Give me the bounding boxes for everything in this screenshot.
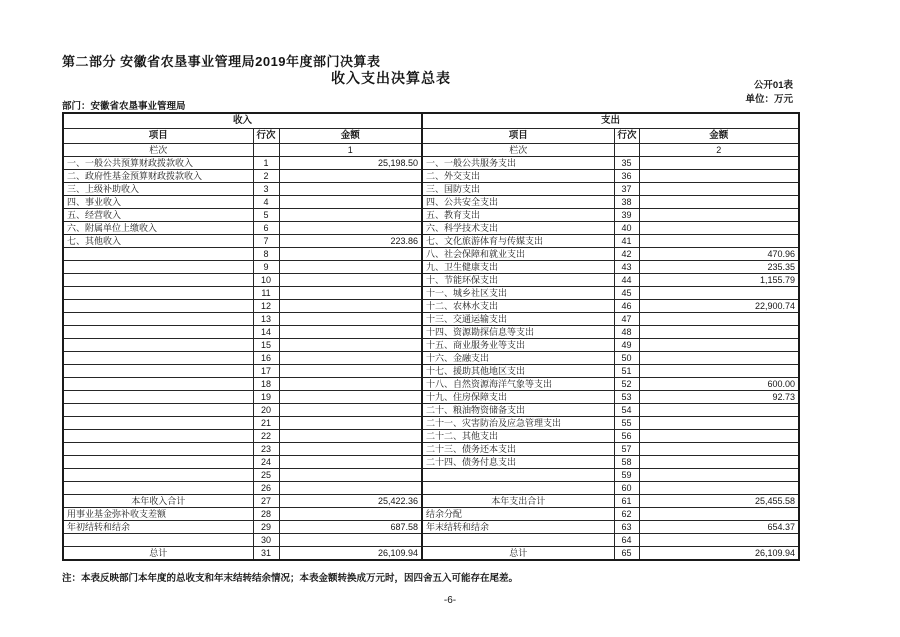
expense-rowno-cell: 52 — [614, 378, 639, 391]
expense-rowno-cell: 45 — [614, 287, 639, 300]
income-amount-cell — [279, 534, 422, 547]
table-row — [63, 157, 799, 170]
income-rowno-cell: 10 — [253, 274, 279, 287]
income-amount-cell — [279, 352, 422, 365]
income-amount-cell — [279, 313, 422, 326]
expense-amount-cell — [639, 339, 799, 352]
income-amount-cell — [279, 469, 422, 482]
income-rowno-cell: 16 — [253, 352, 279, 365]
expense-index-blank — [614, 144, 639, 157]
income-rowno-cell: 5 — [253, 209, 279, 222]
income-amount-cell — [279, 430, 422, 443]
department-label: 部门：安徽省农垦事业管理局 — [62, 101, 186, 112]
income-amount-cell: 25,198.50 — [279, 157, 422, 170]
table-row — [63, 300, 799, 313]
expense-amount-cell — [639, 417, 799, 430]
expense-rowno-cell: 37 — [614, 183, 639, 196]
expense-item-cell: 十三、交通运输支出 — [422, 313, 614, 326]
income-amount-cell — [279, 391, 422, 404]
table-row — [63, 391, 799, 404]
expense-item-cell: 四、公共安全支出 — [422, 196, 614, 209]
expense-item-cell: 十二、农林水支出 — [422, 300, 614, 313]
income-amount-cell — [279, 248, 422, 261]
income-item-cell — [63, 417, 253, 430]
expense-amount-cell — [639, 482, 799, 495]
income-rowno-cell: 29 — [253, 521, 279, 534]
expense-amount-cell — [639, 456, 799, 469]
page-number: -6- — [443, 595, 457, 606]
expense-rowno-cell: 44 — [614, 274, 639, 287]
income-rowno-cell: 13 — [253, 313, 279, 326]
expense-item-cell: 十四、资源勘探信息等支出 — [422, 326, 614, 339]
income-rowno-cell: 9 — [253, 261, 279, 274]
section-header-row — [63, 113, 799, 129]
expense-amount-cell: 26,109.94 — [639, 547, 799, 561]
expense-item-cell: 六、科学技术支出 — [422, 222, 614, 235]
table-row — [63, 235, 799, 248]
expense-amount-cell: 22,900.74 — [639, 300, 799, 313]
table-row — [63, 547, 799, 561]
income-rowno-cell: 18 — [253, 378, 279, 391]
expense-rowno-cell: 64 — [614, 534, 639, 547]
income-item-cell: 总计 — [63, 547, 253, 561]
expense-item-cell: 八、社会保障和就业支出 — [422, 248, 614, 261]
table-row — [63, 404, 799, 417]
expense-rowno-cell: 62 — [614, 508, 639, 521]
expense-rowno-cell: 47 — [614, 313, 639, 326]
income-amount-cell — [279, 339, 422, 352]
income-item-cell — [63, 378, 253, 391]
income-rowno-cell: 7 — [253, 235, 279, 248]
income-rowno-cell: 2 — [253, 170, 279, 183]
income-index-blank — [253, 144, 279, 157]
table-row — [63, 326, 799, 339]
table-row — [63, 183, 799, 196]
income-rowno-cell: 1 — [253, 157, 279, 170]
income-item-cell — [63, 352, 253, 365]
expense-item-cell: 年末结转和结余 — [422, 521, 614, 534]
page-title: 第二部分 安徽省农垦事业管理局2019年度部门决算表 — [62, 54, 381, 69]
table-row — [63, 456, 799, 469]
income-rowno-cell: 14 — [253, 326, 279, 339]
income-amount-cell — [279, 209, 422, 222]
expense-rowno-cell: 55 — [614, 417, 639, 430]
expense-rowno-cell: 56 — [614, 430, 639, 443]
expense-rowno-cell: 36 — [614, 170, 639, 183]
expense-rowno-cell: 51 — [614, 365, 639, 378]
income-amount-cell — [279, 326, 422, 339]
table-row — [63, 443, 799, 456]
income-item-cell — [63, 248, 253, 261]
income-rowno-cell: 22 — [253, 430, 279, 443]
income-rowno-cell: 8 — [253, 248, 279, 261]
table-row — [63, 495, 799, 508]
income-item-cell — [63, 534, 253, 547]
income-rowno-cell: 11 — [253, 287, 279, 300]
expense-item-cell: 二、外交支出 — [422, 170, 614, 183]
income-item-cell — [63, 274, 253, 287]
expense-item-cell: 二十三、债务还本支出 — [422, 443, 614, 456]
table-row — [63, 482, 799, 495]
table-row — [63, 222, 799, 235]
income-section-header: 收入 — [63, 113, 422, 129]
expense-amount-cell: 600.00 — [639, 378, 799, 391]
expense-item-cell — [422, 534, 614, 547]
income-rowno-cell: 17 — [253, 365, 279, 378]
table-row — [63, 274, 799, 287]
income-amount-cell — [279, 170, 422, 183]
expense-rowno-cell: 39 — [614, 209, 639, 222]
expense-amount-cell — [639, 443, 799, 456]
income-amount-cell — [279, 300, 422, 313]
table-row — [63, 209, 799, 222]
income-amount-cell: 687.58 — [279, 521, 422, 534]
expense-rowno-cell: 53 — [614, 391, 639, 404]
expense-rowno-cell: 49 — [614, 339, 639, 352]
income-item-cell: 七、其他收入 — [63, 235, 253, 248]
expense-item-cell: 十七、援助其他地区支出 — [422, 365, 614, 378]
note-text: 注：本表反映部门本年度的总收支和年末结转结余情况；本表金额转换成万元时，因四舍五入可能存在尾差。 — [62, 573, 519, 584]
table-row — [63, 170, 799, 183]
column-index-row — [63, 144, 799, 157]
income-amount-cell — [279, 287, 422, 300]
expense-item-cell: 十一、城乡社区支出 — [422, 287, 614, 300]
expense-item-cell: 九、卫生健康支出 — [422, 261, 614, 274]
expense-item-cell: 本年支出合计 — [422, 495, 614, 508]
income-item-cell — [63, 482, 253, 495]
expense-amount-cell: 470.96 — [639, 248, 799, 261]
expense-amount-cell — [639, 469, 799, 482]
income-amount-cell — [279, 222, 422, 235]
table-body — [63, 157, 799, 561]
income-amount-header: 金额 — [279, 129, 422, 144]
expense-amount-cell: 92.73 — [639, 391, 799, 404]
income-item-cell — [63, 404, 253, 417]
income-item-cell: 年初结转和结余 — [63, 521, 253, 534]
expense-rowno-cell: 43 — [614, 261, 639, 274]
table-subtitle: 收入支出决算总表 — [331, 70, 451, 86]
income-rowno-cell: 31 — [253, 547, 279, 561]
income-item-cell — [63, 326, 253, 339]
income-item-cell — [63, 365, 253, 378]
expense-rowno-cell: 38 — [614, 196, 639, 209]
income-item-cell — [63, 261, 253, 274]
table-row — [63, 352, 799, 365]
expense-amount-cell — [639, 170, 799, 183]
expense-col-index: 2 — [639, 144, 799, 157]
expense-item-header: 项目 — [422, 129, 614, 144]
expense-amount-cell — [639, 209, 799, 222]
income-rowno-cell: 3 — [253, 183, 279, 196]
expense-amount-cell: 235.35 — [639, 261, 799, 274]
income-amount-cell — [279, 365, 422, 378]
expense-rowno-cell: 42 — [614, 248, 639, 261]
expense-item-cell: 五、教育支出 — [422, 209, 614, 222]
income-item-cell — [63, 456, 253, 469]
table-row — [63, 339, 799, 352]
expense-item-cell: 十九、住房保障支出 — [422, 391, 614, 404]
table-row — [63, 248, 799, 261]
expense-amount-cell — [639, 313, 799, 326]
expense-amount-cell — [639, 404, 799, 417]
expense-rowno-cell: 46 — [614, 300, 639, 313]
income-item-cell — [63, 339, 253, 352]
expense-item-cell: 十、节能环保支出 — [422, 274, 614, 287]
table-row — [63, 508, 799, 521]
expense-item-cell: 二十一、灾害防治及应急管理支出 — [422, 417, 614, 430]
income-item-header: 项目 — [63, 129, 253, 144]
income-item-cell — [63, 287, 253, 300]
expense-rowno-cell: 50 — [614, 352, 639, 365]
expense-amount-cell: 1,155.79 — [639, 274, 799, 287]
income-amount-cell — [279, 274, 422, 287]
expense-amount-cell — [639, 157, 799, 170]
income-rowno-cell: 30 — [253, 534, 279, 547]
expense-item-cell: 结余分配 — [422, 508, 614, 521]
income-amount-cell — [279, 261, 422, 274]
expense-section-header: 支出 — [422, 113, 799, 129]
expense-rowno-cell: 48 — [614, 326, 639, 339]
expense-index-label: 栏次 — [422, 144, 614, 157]
income-amount-cell — [279, 378, 422, 391]
income-item-cell — [63, 430, 253, 443]
expense-item-cell: 二十四、债务付息支出 — [422, 456, 614, 469]
unit-label: 单位：万元 — [745, 94, 793, 105]
expense-item-cell: 总计 — [422, 547, 614, 561]
table-row — [63, 196, 799, 209]
income-rowno-cell: 21 — [253, 417, 279, 430]
expense-rowno-header: 行次 — [614, 129, 639, 144]
table-row — [63, 430, 799, 443]
table-row — [63, 287, 799, 300]
expense-rowno-cell: 63 — [614, 521, 639, 534]
expense-rowno-cell: 58 — [614, 456, 639, 469]
income-rowno-cell: 27 — [253, 495, 279, 508]
expense-amount-cell — [639, 352, 799, 365]
expense-amount-header: 金额 — [639, 129, 799, 144]
income-amount-cell — [279, 196, 422, 209]
income-rowno-cell: 23 — [253, 443, 279, 456]
expense-amount-cell — [639, 326, 799, 339]
summary-table — [62, 112, 800, 561]
expense-amount-cell — [639, 196, 799, 209]
income-item-cell — [63, 443, 253, 456]
expense-amount-cell — [639, 235, 799, 248]
income-amount-cell — [279, 183, 422, 196]
income-item-cell — [63, 300, 253, 313]
table-row — [63, 521, 799, 534]
income-item-cell: 四、事业收入 — [63, 196, 253, 209]
expense-rowno-cell: 54 — [614, 404, 639, 417]
income-amount-cell — [279, 508, 422, 521]
table-row — [63, 313, 799, 326]
expense-item-cell: 二十二、其他支出 — [422, 430, 614, 443]
income-item-cell — [63, 469, 253, 482]
expense-rowno-cell: 61 — [614, 495, 639, 508]
income-rowno-cell: 12 — [253, 300, 279, 313]
expense-item-cell: 十八、自然资源海洋气象等支出 — [422, 378, 614, 391]
income-amount-cell — [279, 482, 422, 495]
expense-rowno-cell: 59 — [614, 469, 639, 482]
income-item-cell: 三、上级补助收入 — [63, 183, 253, 196]
income-item-cell: 本年收入合计 — [63, 495, 253, 508]
income-amount-cell — [279, 456, 422, 469]
income-item-cell — [63, 391, 253, 404]
expense-amount-cell — [639, 222, 799, 235]
income-amount-cell — [279, 417, 422, 430]
expense-amount-cell — [639, 508, 799, 521]
income-item-cell: 一、一般公共预算财政拨款收入 — [63, 157, 253, 170]
income-rowno-cell: 19 — [253, 391, 279, 404]
table-row — [63, 534, 799, 547]
income-item-cell: 二、政府性基金预算财政拨款收入 — [63, 170, 253, 183]
income-item-cell: 六、附属单位上缴收入 — [63, 222, 253, 235]
income-item-cell — [63, 313, 253, 326]
income-item-cell: 五、经营收入 — [63, 209, 253, 222]
table-row — [63, 365, 799, 378]
expense-rowno-cell: 57 — [614, 443, 639, 456]
income-rowno-cell: 25 — [253, 469, 279, 482]
expense-amount-cell — [639, 430, 799, 443]
income-rowno-header: 行次 — [253, 129, 279, 144]
income-index-label: 栏次 — [63, 144, 253, 157]
income-col-index: 1 — [279, 144, 422, 157]
income-rowno-cell: 20 — [253, 404, 279, 417]
expense-rowno-cell: 40 — [614, 222, 639, 235]
form-code-label: 公开01表 — [753, 80, 793, 91]
expense-amount-cell — [639, 287, 799, 300]
expense-item-cell: 十五、商业服务业等支出 — [422, 339, 614, 352]
income-amount-cell — [279, 404, 422, 417]
expense-rowno-cell: 35 — [614, 157, 639, 170]
column-header-row — [63, 129, 799, 144]
income-amount-cell: 223.86 — [279, 235, 422, 248]
expense-rowno-cell: 60 — [614, 482, 639, 495]
expense-rowno-cell: 65 — [614, 547, 639, 561]
income-item-cell: 用事业基金弥补收支差额 — [63, 508, 253, 521]
expense-item-cell — [422, 469, 614, 482]
table-row — [63, 417, 799, 430]
table-row — [63, 261, 799, 274]
expense-item-cell: 三、国防支出 — [422, 183, 614, 196]
income-amount-cell: 26,109.94 — [279, 547, 422, 561]
expense-item-cell: 十六、金融支出 — [422, 352, 614, 365]
expense-amount-cell — [639, 365, 799, 378]
expense-item-cell: 七、文化旅游体育与传媒支出 — [422, 235, 614, 248]
table-row — [63, 378, 799, 391]
income-rowno-cell: 24 — [253, 456, 279, 469]
expense-item-cell: 二十、粮油物资储备支出 — [422, 404, 614, 417]
table-row — [63, 469, 799, 482]
income-rowno-cell: 28 — [253, 508, 279, 521]
income-amount-cell: 25,422.36 — [279, 495, 422, 508]
expense-amount-cell: 654.37 — [639, 521, 799, 534]
expense-item-cell — [422, 482, 614, 495]
expense-amount-cell — [639, 183, 799, 196]
expense-amount-cell — [639, 534, 799, 547]
income-rowno-cell: 26 — [253, 482, 279, 495]
expense-item-cell: 一、一般公共服务支出 — [422, 157, 614, 170]
expense-amount-cell: 25,455.58 — [639, 495, 799, 508]
income-rowno-cell: 15 — [253, 339, 279, 352]
expense-rowno-cell: 41 — [614, 235, 639, 248]
income-amount-cell — [279, 443, 422, 456]
income-rowno-cell: 6 — [253, 222, 279, 235]
income-rowno-cell: 4 — [253, 196, 279, 209]
